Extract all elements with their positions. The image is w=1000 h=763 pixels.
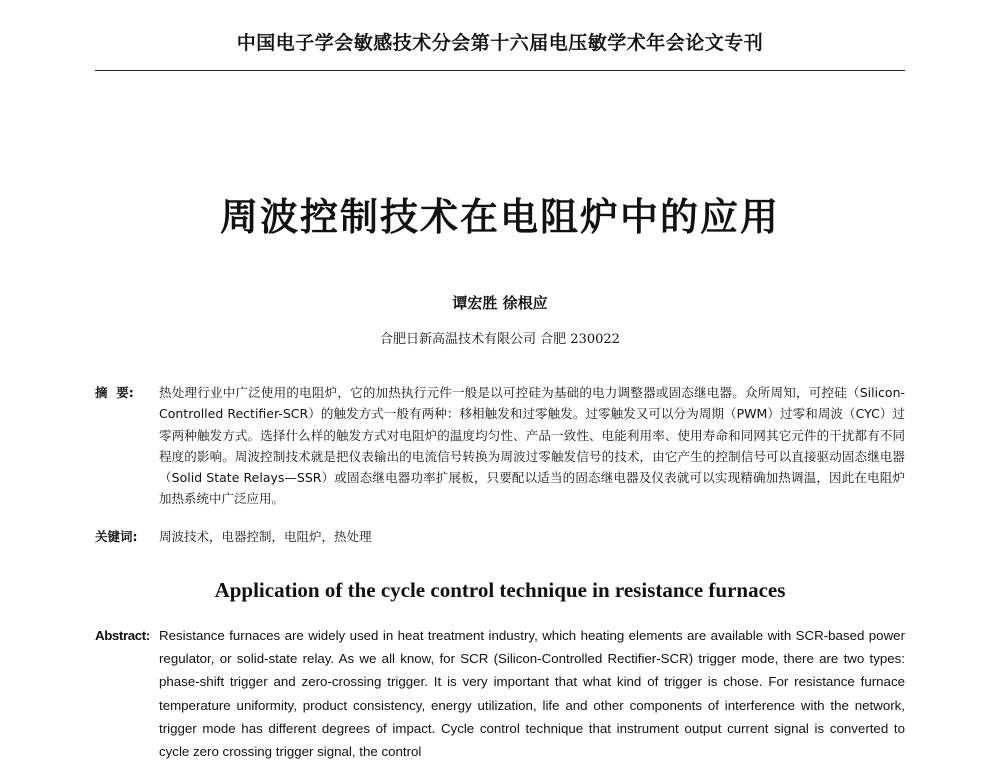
header-divider: [95, 70, 905, 71]
authors: 谭宏胜 徐根应: [452, 294, 548, 312]
paper-title-en: Application of the cycle control technique in resistance furnaces: [214, 578, 786, 602]
keywords-label: 关键词:: [95, 529, 138, 544]
paper-title-cn: 周波控制技术在电阻炉中的应用: [219, 195, 780, 239]
keywords-text: 周波技术，电器控制，电阻炉，热处理: [159, 529, 372, 544]
abstract-en-text: Resistance furnaces are widely used in heat treatment industry, which heating elements are available with SCR-based power regulator, or solid-state relay. As we all know, for SCR (Silicon-Controlled Rectifier-SCR) trigger mode, there are two types: phase-shift trigger and zero-crossing trigger. It is very important that what kind of trigger is chose. For resistance furnace temperature uniformity, product consistency, energy utilization, life and other components of interference with the network, trigger mode has different degrees of impact. Cycle control technique that instrument output current signal is converted to cycle zero crossing trigger signal, the control: [159, 628, 905, 760]
abstract-cn: [95, 382, 905, 510]
abstract-cn-label: 摘 要:: [95, 385, 134, 400]
abstract-cn-text: 热处理行业中广泛使用的电阻炉，它的加热执行元件一般是以可控硅为基础的电力调整器或固态继电器。众所周知，可控硅（Silicon-Controlled Rectifier-SCR）的触发方式一般有两种：移相触发和过零触发。过零触发又可以分为周期（PWM）过零和周波（CYC）过零两种触发方式。选择什么样的触发方式对电阻炉的温度均匀性、产品一致性、电能利用率、使用寿命和同网其它元件的干扰都有不同程度的影响。周波控制技术就是把仪表输出的电流信号转换为周波过零触发信号的技术，由它产生的控制信号可以直接驱动固态继电器（Solid State Relays—SSR）或固态继电器功率扩展板，只要配以适当的固态继电器及仪表就可以实现精确加热调温，因此在电阻炉加热系统中广泛应用。: [159, 385, 905, 507]
abstract-en-label: Abstract:: [95, 628, 150, 643]
affiliation: 合肥日新高温技术有限公司 合肥 230022: [380, 332, 620, 347]
keywords: [95, 526, 905, 547]
journal-header: 中国电子学会敏感技术分会第十六届电压敏学术年会论文专刊: [236, 32, 764, 54]
abstract-en: [95, 624, 905, 763]
